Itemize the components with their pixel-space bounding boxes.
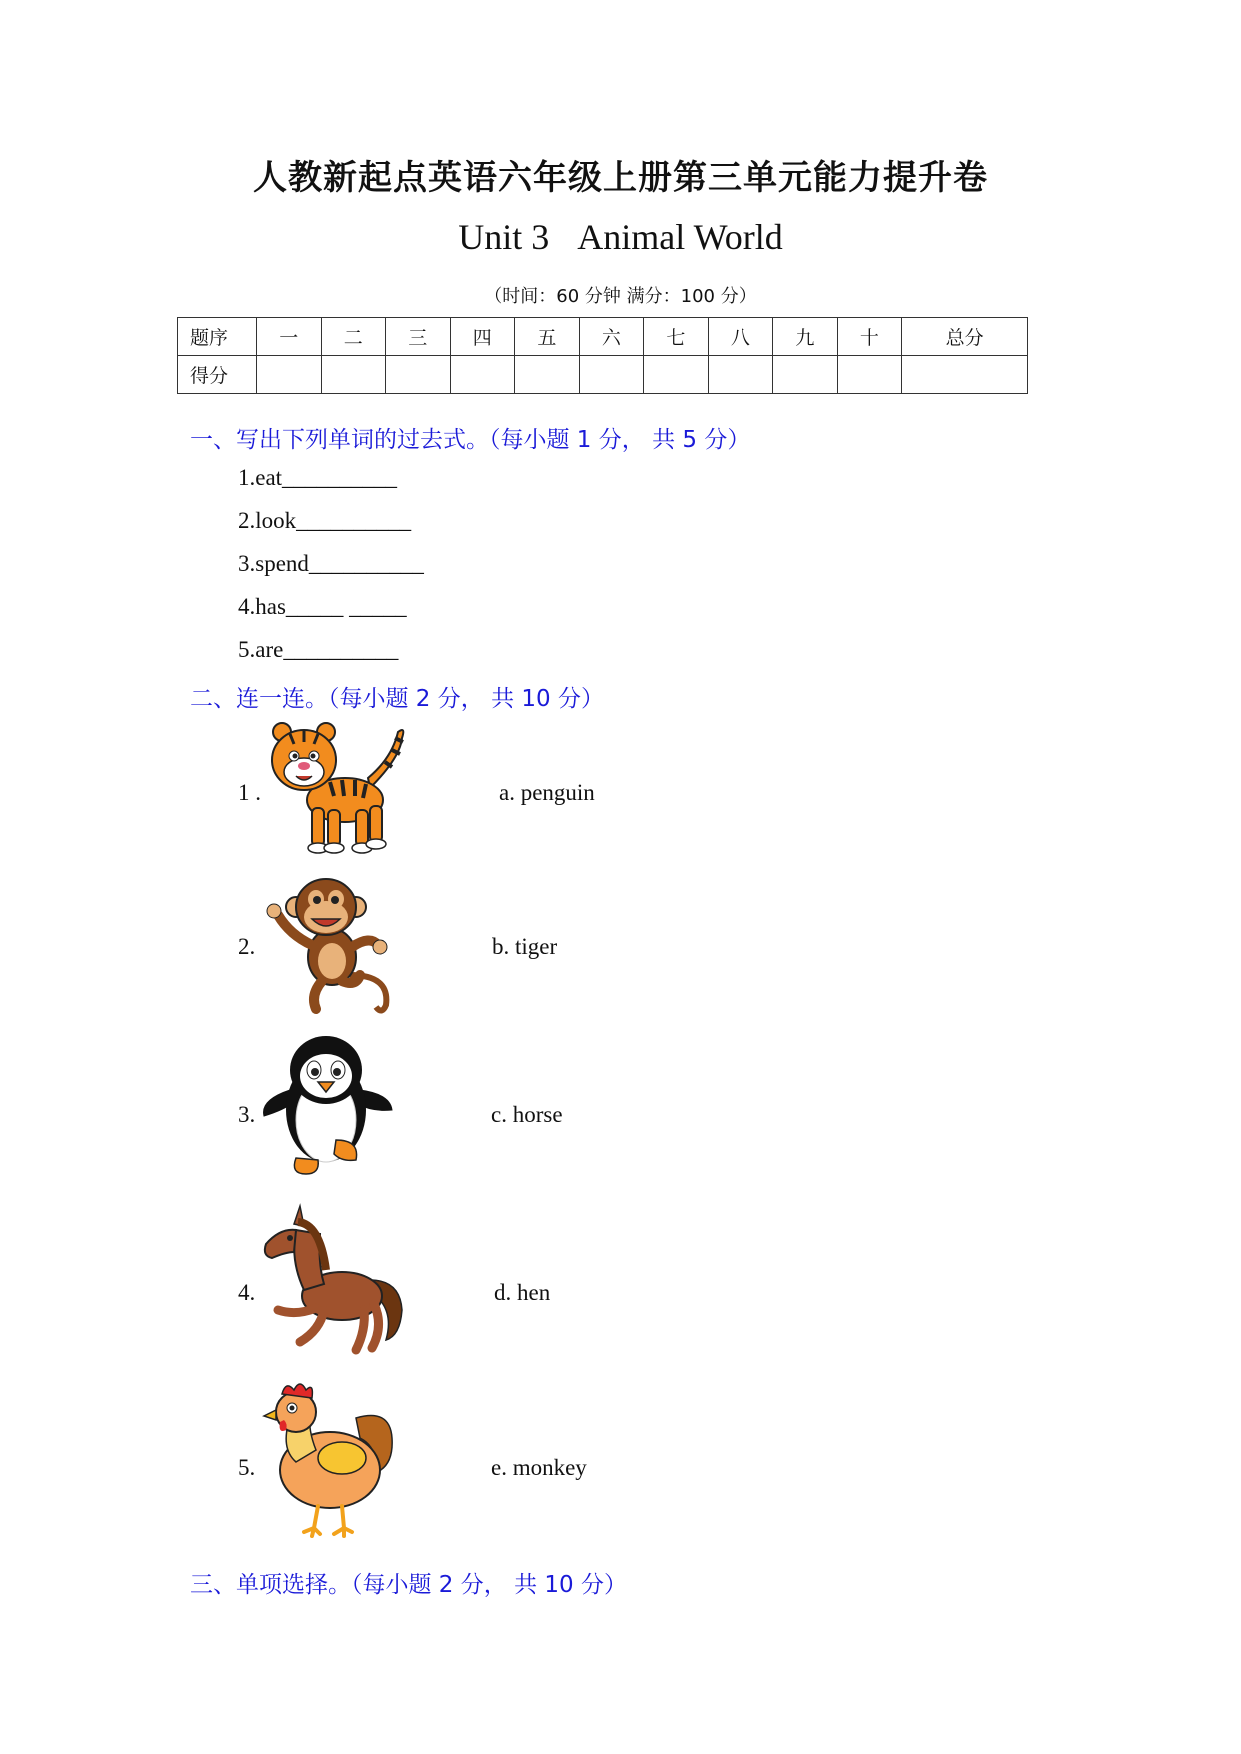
match-word: d. hen: [494, 1280, 551, 1305]
score-blank[interactable]: [837, 356, 902, 394]
match-number: 5.: [238, 1455, 256, 1480]
score-row-label: 得分: [178, 356, 257, 394]
score-cell: 四: [450, 318, 515, 356]
section1-item: 1.eat__________: [238, 465, 398, 490]
score-cell: 三: [386, 318, 451, 356]
unit-title: [0, 216, 1241, 258]
section1-item: 5.are__________: [238, 637, 399, 662]
match-number: 3.: [238, 1102, 256, 1127]
section1-item: 2.look__________: [238, 508, 412, 533]
match-number: 1 .: [238, 780, 261, 805]
score-cell: 一: [257, 318, 322, 356]
score-table-score-row: [178, 356, 1028, 394]
exam-meta: （时间：60 分钟 满分：100 分）: [484, 286, 757, 307]
score-cell: 总分: [902, 318, 1028, 356]
match-number: 4.: [238, 1280, 256, 1305]
score-cell: 七: [644, 318, 709, 356]
unit-number: Unit 3: [458, 217, 550, 257]
score-blank[interactable]: [321, 356, 386, 394]
score-blank[interactable]: [515, 356, 580, 394]
score-cell: 十: [837, 318, 902, 356]
score-blank[interactable]: [773, 356, 838, 394]
score-blank[interactable]: [257, 356, 322, 394]
match-word: b. tiger: [492, 934, 558, 959]
section1-heading: 一、写出下列单词的过去式。（每小题 1 分， 共 5 分）: [190, 427, 751, 453]
score-blank[interactable]: [386, 356, 451, 394]
score-cell: 二: [321, 318, 386, 356]
section3-heading: 三、单项选择。（每小题 2 分， 共 10 分）: [190, 1572, 627, 1598]
score-table-header-row: [178, 318, 1028, 356]
tiger-icon: [260, 718, 410, 858]
section1-item: 3.spend__________: [238, 551, 424, 576]
match-number: 2.: [238, 934, 256, 959]
match-word: c. horse: [491, 1102, 563, 1127]
unit-name: Animal World: [577, 217, 783, 257]
score-table: [177, 317, 1028, 394]
section1-item: 4.has_____ _____: [238, 594, 407, 619]
score-cell: 六: [579, 318, 644, 356]
score-blank[interactable]: [450, 356, 515, 394]
score-blank[interactable]: [644, 356, 709, 394]
hen-icon: [260, 1378, 400, 1538]
page-title: 人教新起点英语六年级上册第三单元能力提升卷: [253, 158, 988, 198]
horse-icon: [260, 1200, 410, 1360]
section2-heading: 二、连一连。（每小题 2 分， 共 10 分）: [190, 686, 604, 712]
match-word: a. penguin: [499, 780, 595, 805]
score-cell: 题序: [178, 318, 257, 356]
score-blank[interactable]: [708, 356, 773, 394]
score-cell: 八: [708, 318, 773, 356]
score-blank[interactable]: [902, 356, 1028, 394]
score-blank[interactable]: [579, 356, 644, 394]
score-cell: 五: [515, 318, 580, 356]
score-cell: 九: [773, 318, 838, 356]
penguin-icon: [260, 1030, 400, 1180]
match-word: e. monkey: [491, 1455, 587, 1480]
monkey-icon: [260, 875, 400, 1015]
